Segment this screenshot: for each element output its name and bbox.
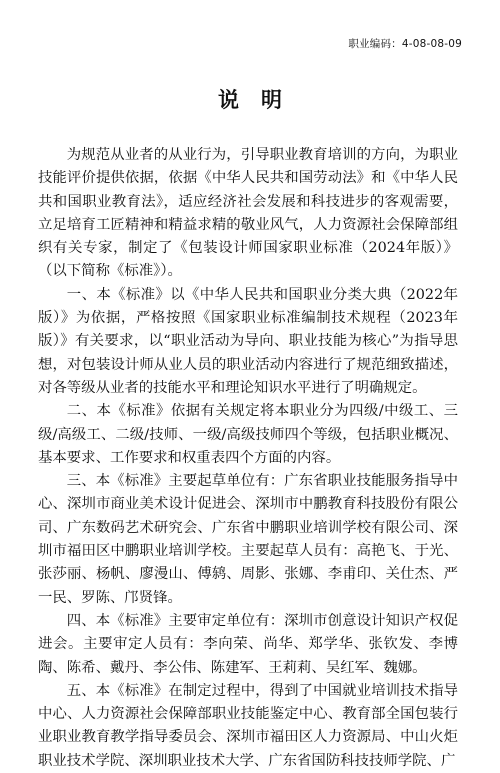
paragraph-3: 三、本《标准》主要起草单位有：广东省职业技能服务指导中心、深圳市商业美术设计促进会、深圳市中鹏教育科技股份有限公司、广东数码艺术研究会、广东省中鹏职业培训学校有限公司、深圳市福田区中鹏职业培训学校。主要起草人员有：高艳飞、于光、张莎丽、杨帆、廖漫山、傅鸫、周影、张娜、李甫印、关仕杰、严一民、罗陈、邝贤锋。 (38, 473, 458, 606)
document-body (38, 144, 458, 773)
job-code: 职业编码：4-08-08-09 (348, 38, 462, 50)
paragraph-5: 五、本《标准》在制定过程中，得到了中国就业培训技术指导中心、人力资源社会保障部职业技能鉴定中心、教育部全国包装行业职业教育教学指导委员会、深圳市福田区人力资源局、中山火炬职业技术学院、深圳职业技术大学、广东省国防科技技师学院、广 (38, 682, 458, 769)
page-title: 说明 (218, 88, 304, 112)
paragraph-2: 二、本《标准》依据有关规定将本职业分为四级/中级工、三级/高级工、二级/技师、一级/高级技师四个等级，包括职业概况、基本要求、工作要求和权重表四个方面的内容。 (38, 403, 458, 466)
paragraph-4: 四、本《标准》主要审定单位有：深圳市创意设计知识产权促进会。主要审定人员有：李向荣、尚华、郑学华、张钦发、李博陶、陈希、戴丹、李公伟、陈建军、王莉莉、吴红军、魏娜。 (38, 612, 458, 676)
paragraph-intro: 为规范从业者的从业行为，引导职业教育培训的方向，为职业技能评价提供依据，依据《中华人民共和国劳动法》和《中华人民共和国职业教育法》，适应经济社会发展和科技进步的客观需要，立足培育工匠精神和精益求精的敬业风气，人力资源社会保障部组织有关专家，制定了《包装设计师国家职业标准（2024年版）》（以下简称《标准》）。 (38, 147, 458, 280)
paragraph-1: 一、本《标准》以《中华人民共和国职业分类大典（2022年版）》为依据，严格按照《国家职业标准编制技术规程（2023年版）》有关要求，以“职业活动为导向、职业技能为核心”为指导思想，对包装设计师从业人员的职业活动内容进行了规范细致描述，对各等级从业者的技能水平和理论知识水平进行了明确规定。 (38, 286, 458, 396)
